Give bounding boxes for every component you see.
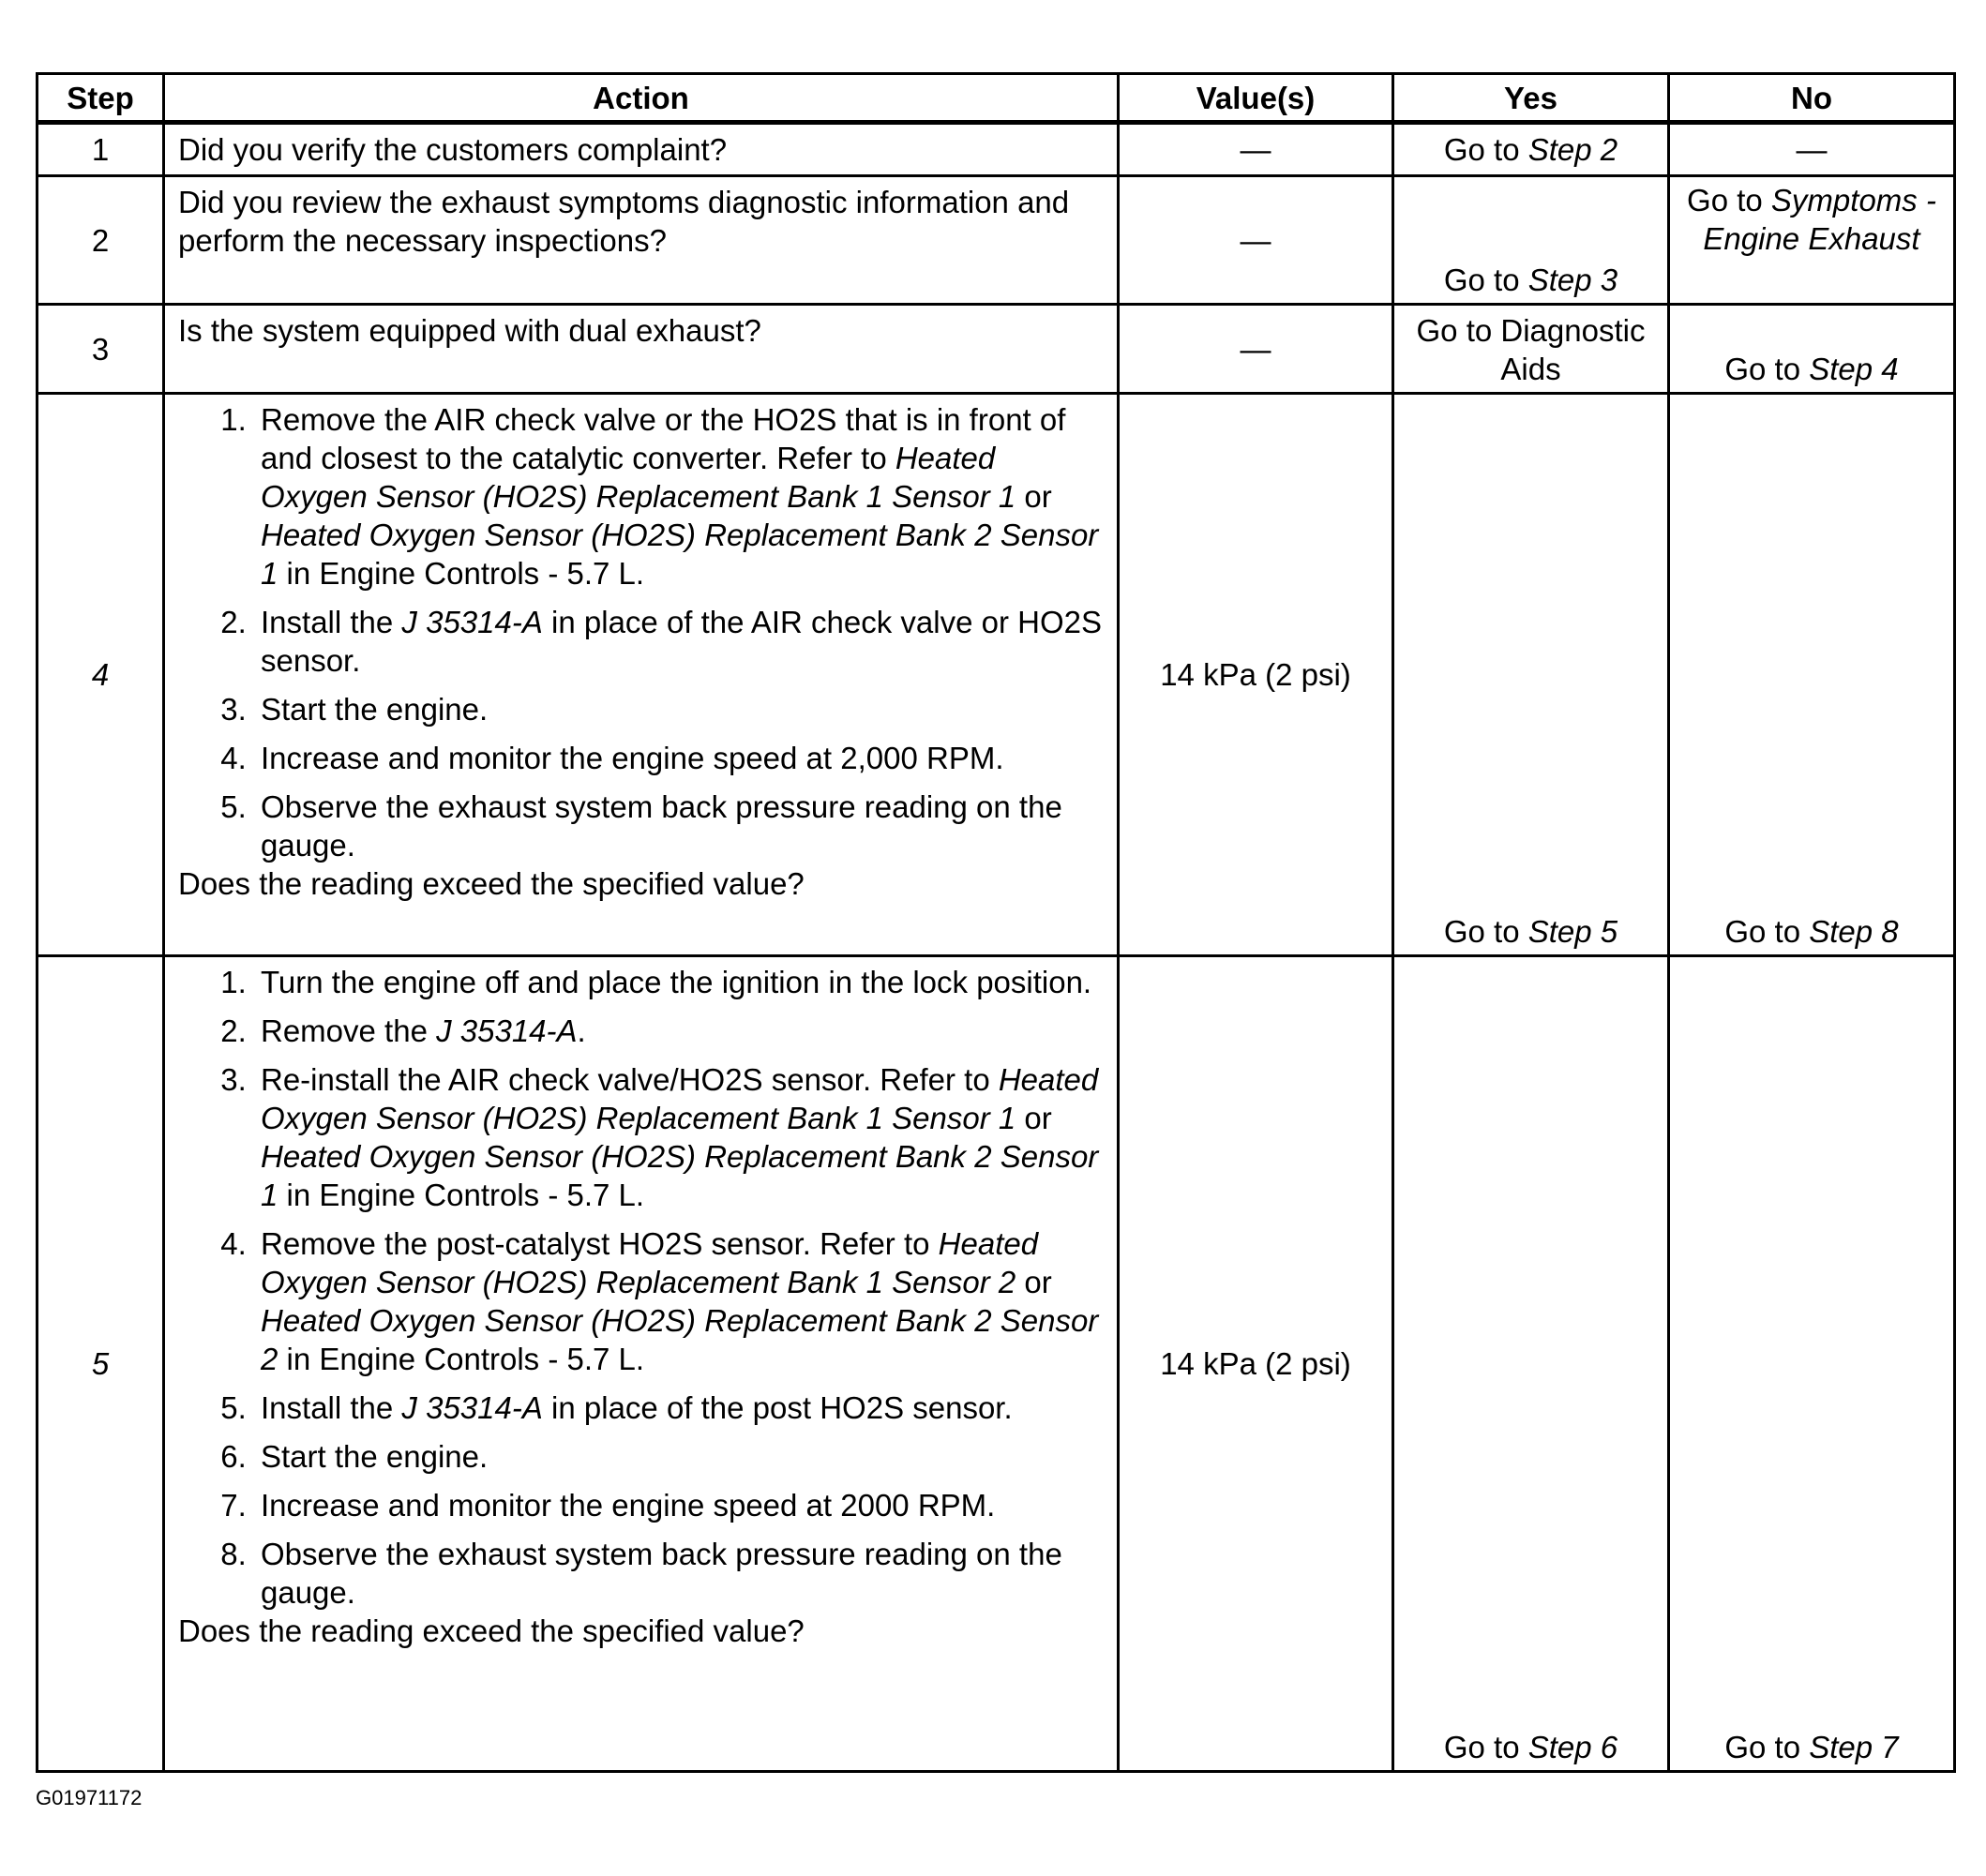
no-cell xyxy=(1669,176,1955,305)
action-text xyxy=(164,123,1119,176)
action-text xyxy=(164,305,1119,394)
no-cell xyxy=(1669,394,1955,956)
procedure-step: 5. Install the J 35314-A in place of the post HO2S sensor. xyxy=(255,1388,1104,1427)
figure-id: G01971172 xyxy=(36,1786,143,1809)
header-no: No xyxy=(1669,74,1955,123)
question-text: Is the system equipped with dual exhaust? xyxy=(178,313,761,348)
table-row xyxy=(38,305,1955,394)
procedure-step: 2. Remove the J 35314-A. xyxy=(255,1012,1104,1050)
yes-text: Go to Diagnostic Aids xyxy=(1416,313,1646,386)
step-number: 4 xyxy=(38,394,164,956)
diagnostic-table xyxy=(36,72,1956,1773)
action-text xyxy=(164,176,1119,305)
yes-cell xyxy=(1393,305,1669,394)
procedure-step: 4. Remove the post-catalyst HO2S sensor. Refer to Heated Oxygen Sensor (HO2S) Replacement Bank 1 Sensor 2 or Heated Oxygen Sensor (HO2S) Replacement Bank 2 Sensor 2 in Engine Controls - 5.7 L. xyxy=(255,1224,1104,1378)
no-cell xyxy=(1669,123,1955,176)
value-cell: — xyxy=(1119,123,1393,176)
question-text: Does the reading exceed the specified value? xyxy=(178,866,805,901)
yes-cell xyxy=(1393,176,1669,305)
table-row xyxy=(38,123,1955,176)
no-cell xyxy=(1669,305,1955,394)
procedure-step: 4. Increase and monitor the engine speed at 2,000 RPM. xyxy=(255,739,1104,777)
yes-text: Go to xyxy=(1443,263,1528,297)
no-text: Go to xyxy=(1687,183,1771,218)
yes-text: Go to xyxy=(1443,914,1528,949)
no-text: Go to xyxy=(1724,914,1810,949)
yes-ref: Step 2 xyxy=(1527,132,1618,167)
no-cell xyxy=(1669,956,1955,1772)
table-row xyxy=(38,394,1955,956)
procedure-step: 5. Observe the exhaust system back pressure reading on the gauge. xyxy=(255,788,1104,864)
yes-cell xyxy=(1393,123,1669,176)
no-text: Go to xyxy=(1724,352,1810,386)
no-ref: Step 4 xyxy=(1809,352,1899,386)
yes-cell xyxy=(1393,394,1669,956)
value-cell: — xyxy=(1119,305,1393,394)
procedure-step: 3. Start the engine. xyxy=(255,690,1104,728)
header-values: Value(s) xyxy=(1119,74,1393,123)
yes-text: Go to xyxy=(1443,132,1528,167)
procedure-step: 3. Re-install the AIR check valve/HO2S sensor. Refer to Heated Oxygen Sensor (HO2S) Replacement Bank 1 Sensor 1 or Heated Oxygen Sensor (HO2S) Replacement Bank 2 Sensor 1 in Engine Controls - 5.7 L. xyxy=(255,1060,1104,1214)
header-step: Step xyxy=(38,74,164,123)
step-number: 2 xyxy=(38,176,164,305)
action-text xyxy=(164,394,1119,956)
step-number: 3 xyxy=(38,305,164,394)
step-number: 1 xyxy=(38,123,164,176)
yes-ref: Step 5 xyxy=(1527,914,1618,949)
procedure-step: 8. Observe the exhaust system back pressure reading on the gauge. xyxy=(255,1535,1104,1612)
no-text: — xyxy=(1796,132,1828,167)
no-text: Go to xyxy=(1724,1730,1810,1764)
yes-ref: Step 6 xyxy=(1527,1730,1618,1764)
procedure-step: 1. Remove the AIR check valve or the HO2S that is in front of and closest to the catalytic converter. Refer to Heated Oxygen Sensor (HO2S) Replacement Bank 1 Sensor 1 or Heated Oxygen Sensor (HO2S) Replacement Bank 2 Sensor 1 in Engine Controls - 5.7 L. xyxy=(255,400,1104,593)
procedure-step: 2. Install the J 35314-A in place of the AIR check valve or HO2S sensor. xyxy=(255,603,1104,680)
yes-text: Go to xyxy=(1443,1730,1528,1764)
yes-cell xyxy=(1393,956,1669,1772)
no-ref: Step 8 xyxy=(1809,914,1899,949)
header-yes: Yes xyxy=(1393,74,1669,123)
table-row xyxy=(38,956,1955,1772)
question-text: Did you review the exhaust symptoms diagnostic information and perform the necessary inspections? xyxy=(178,185,1070,258)
action-text xyxy=(164,956,1119,1772)
table-row xyxy=(38,176,1955,305)
value-cell: 14 kPa (2 psi) xyxy=(1119,956,1393,1772)
question-text: Did you verify the customers complaint? xyxy=(178,132,728,167)
value-cell: — xyxy=(1119,176,1393,305)
header-row xyxy=(38,74,1955,123)
no-ref: Step 7 xyxy=(1809,1730,1899,1764)
procedure-step: 1. Turn the engine off and place the ignition in the lock position. xyxy=(255,963,1104,1001)
value-cell: 14 kPa (2 psi) xyxy=(1119,394,1393,956)
procedure-step: 6. Start the engine. xyxy=(255,1437,1104,1476)
header-action: Action xyxy=(164,74,1119,123)
step-number: 5 xyxy=(38,956,164,1772)
no-ref: Symptoms - Engine Exhaust xyxy=(1703,183,1936,256)
procedure-list xyxy=(178,400,1104,864)
yes-ref: Step 3 xyxy=(1527,263,1618,297)
question-text: Does the reading exceed the specified value? xyxy=(178,1613,805,1648)
procedure-step: 7. Increase and monitor the engine speed at 2000 RPM. xyxy=(255,1486,1104,1524)
procedure-list xyxy=(178,963,1104,1612)
